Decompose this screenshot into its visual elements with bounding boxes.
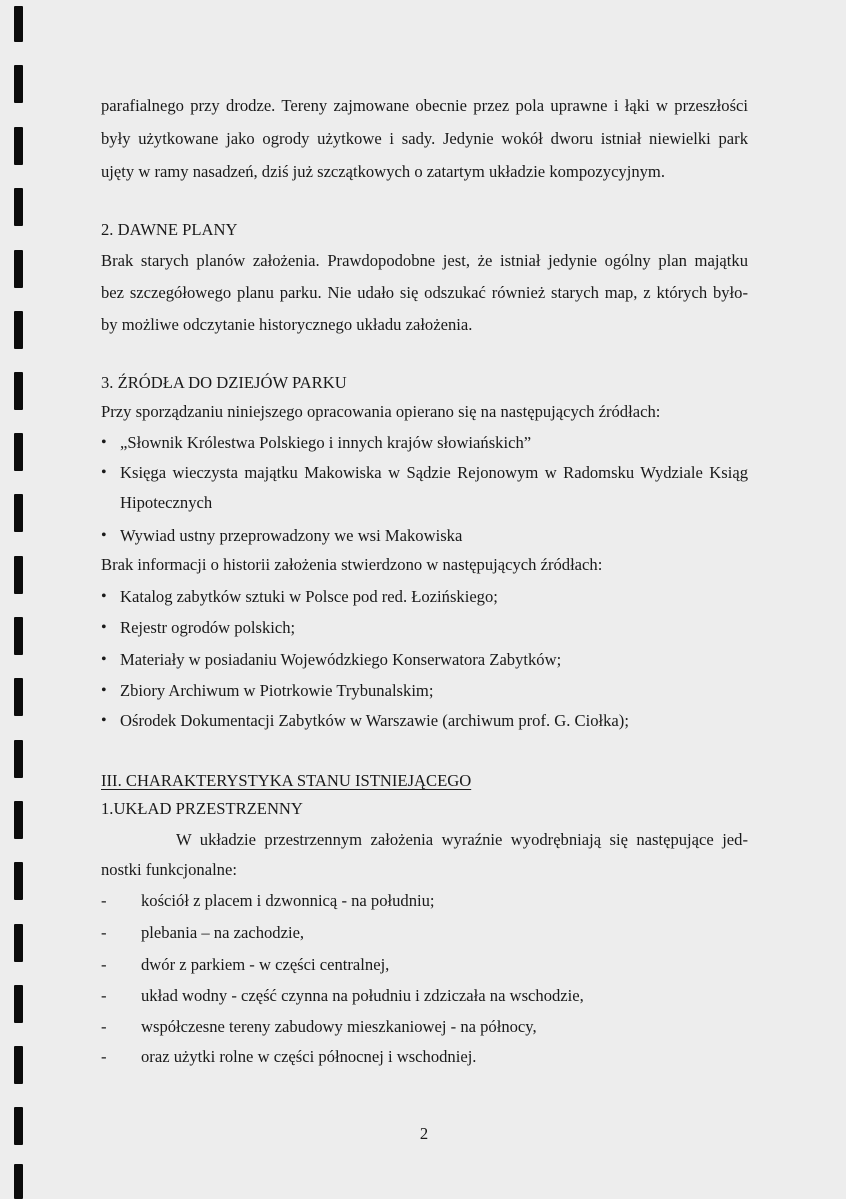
list-item-text: Ośrodek Dokumentacji Zabytków w Warszawie (archiwum prof. G. Ciołka); [120, 711, 629, 730]
list-item-text: Zbiory Archiwum w Piotrkowie Trybunalskim; [120, 681, 434, 700]
binding-mark [14, 1107, 23, 1145]
binding-mark [14, 862, 23, 900]
paragraph-line: Brak informacji o historii założenia stwierdzono w następujących źródłach: [101, 555, 603, 574]
binding-mark [14, 801, 23, 839]
paragraph-line: Brak starych planów założenia. Prawdopodobne jest, że istniał jedynie ogólny plan majątku [101, 251, 748, 270]
list-item-text: współczesne tereny zabudowy mieszkaniowej - na północy, [141, 1017, 537, 1036]
list-item-text: Materiały w posiadaniu Wojewódzkiego Konserwatora Zabytków; [120, 650, 562, 669]
paragraph-line: były użytkowane jako ogrody użytkowe i sady. Jedynie wokół dworu istniał niewielki park [101, 129, 748, 148]
paragraph-line: Przy sporządzaniu niniejszego opracowania opierano się na następujących źródłach: [101, 402, 661, 421]
dash-marker: - [101, 891, 107, 910]
bullet-icon: • [101, 712, 107, 729]
dash-marker: - [101, 1017, 107, 1036]
list-item-text: Katalog zabytków sztuki w Polsce pod red. Łozińskiego; [120, 587, 498, 606]
binding-mark [14, 65, 23, 103]
binding-mark [14, 1046, 23, 1084]
binding-mark [14, 250, 23, 288]
bullet-icon: • [101, 619, 107, 636]
bullet-icon: • [101, 527, 107, 544]
list-item-text: Rejestr ogrodów polskich; [120, 618, 296, 637]
dash-marker: - [101, 923, 107, 942]
list-item-text: układ wodny - część czynna na południu i zdziczała na wschodzie, [141, 986, 584, 1005]
bullet-icon: • [101, 588, 107, 605]
dash-marker: - [101, 955, 107, 974]
binding-mark [14, 617, 23, 655]
bullet-icon: • [101, 434, 107, 451]
paragraph-line: W układzie przestrzennym założenia wyraźnie wyodrębniają się następujące jed- [176, 830, 748, 849]
list-item [101, 463, 748, 483]
list-item-text: dwór z parkiem - w części centralnej, [141, 955, 390, 974]
dash-marker: - [101, 1047, 107, 1066]
binding-mark [14, 127, 23, 165]
binding-mark [14, 494, 23, 532]
page-number: 2 [419, 1124, 429, 1143]
binding-mark [14, 6, 23, 42]
paragraph-line: bez szczegółowego planu parku. Nie udało się odszukać również starych map, z których było- [101, 283, 748, 302]
binding-mark [14, 985, 23, 1023]
paragraph-line: ujęty w ramy nasadzeń, dziś już szczątkowych o zatartym układzie kompozycyjnym. [101, 162, 665, 181]
binding-mark [14, 372, 23, 410]
bullet-icon: • [101, 682, 107, 699]
paragraph-line: nostki funkcjonalne: [101, 860, 237, 879]
binding-mark [14, 556, 23, 594]
paragraph-line: parafialnego przy drodze. Tereny zajmowane obecnie przez pola uprawne i łąki w przeszłości [101, 96, 748, 115]
list-item-text: kościół z placem i dzwonnicą - na południu; [141, 891, 435, 910]
bullet-icon: • [101, 651, 107, 668]
binding-mark [14, 1164, 23, 1199]
binding-mark [14, 311, 23, 349]
section-heading: 2. DAWNE PLANY [101, 220, 238, 239]
list-item-text: oraz użytki rolne w części północnej i wschodniej. [141, 1047, 477, 1066]
binding-mark [14, 924, 23, 962]
binding-mark [14, 678, 23, 716]
list-item-text: plebania – na zachodzie, [141, 923, 305, 942]
list-item-text: Hipotecznych [120, 493, 213, 512]
section-heading: 1.UKŁAD PRZESTRZENNY [101, 799, 303, 818]
binding-mark [14, 740, 23, 778]
binding-mark [14, 433, 23, 471]
chapter-heading: III. CHARAKTERYSTYKA STANU ISTNIEJĄCEGO [101, 771, 472, 790]
list-item-text: „Słownik Królestwa Polskiego i innych krajów słowiańskich” [120, 433, 532, 452]
list-item-text: Księga wieczysta majątku Makowiska w Sądzie Rejonowym w Radomsku Wydziale Ksiąg [120, 463, 748, 482]
binding-mark [14, 188, 23, 226]
dash-marker: - [101, 986, 107, 1005]
paragraph-line: by możliwe odczytanie historycznego układu założenia. [101, 315, 473, 334]
section-heading: 3. ŹRÓDŁA DO DZIEJÓW PARKU [101, 373, 347, 392]
list-item-text: Wywiad ustny przeprowadzony we wsi Makowiska [120, 526, 463, 545]
bullet-icon: • [101, 464, 107, 481]
